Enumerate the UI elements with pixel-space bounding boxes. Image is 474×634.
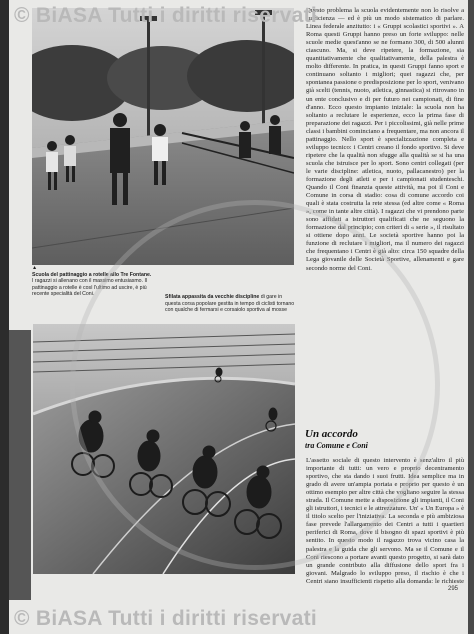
watermark-bottom: © BiASA Tutti i diritti riservati — [14, 607, 318, 630]
article-column-top: Questo problema la scuola evidentemente non lo risolve a sufficienza — ed è più un modo sistematico di parlare. Linea federale anzitutto: i « Gruppi scolastici sportivi ». A Roma questi Gruppi hanno preso un forte sviluppo: nelle scuole medie quest'anno se ne formano 300, di 500 alunni ciascuno. Ma, si deve ripetere, la formazione, sia quantitativamente che qualitativamente, della palestra è molto differente. In pratica, in questi Gruppi fanno sport e continuano soltanto i migliori; quei ragazzi che, per spontanea passione o predisposizione per lo sport, venivano già scelti (tennis, nuoto, atletica, ginnastica) si ritrovano in un ente conclusivo e di per futuro nei campionati, di fine d'anno. Ecco questo impianto iniziale: la scuola non ha soltanto a reclutare le esperienze, ecco la prima fase di preparazione dei ragazzi. Per i piccolissimi, già nelle prime classi i bambini cominciano a frequentare, ma non ancora il pattinaggio. Nello sport è specializzazione completa e sviluppo tecnico: i Centri creano il fondo sportivo. Si deve ripetere che la qualità non sfugge alla qualità se si ha una scuola che istruisce per lo sport. Sono centri collegati (per le varie discipline: atletica, nuoto, pallacanestro) per la formazione degli atleti e per i campionati studenteschi. Quando il Coni finanzia queste attività, ma poi il Coni e Comune in corsa di stadio: cosa di comune accordo coi quali è stata costruita la rete stessa (ed altre come « Roma », come in tante altre città). I ragazzi che vi prendono parte sono affidati a istruttori qualificati che ne seguono la formazione dal principio; con criteri di « serie », il risultato si ottiene dopo anni. Le società sportive hanno poi la funzione di reclutare i migliori, ma il numero dei ragazzi che frequentano i Centri è già alto: circa 150 squadre della Lega giovanile delle Società Sportive, allenamenti e gare secondo norme del Coni. — [306, 7, 464, 272]
page-right-shadow — [468, 0, 474, 634]
caption-right-lead: Sfilata appassita da vecchie discipline — [165, 294, 260, 300]
caption-left-lead: Scuola del pattinaggio a rotelle allo Tre Fontane. — [32, 271, 152, 278]
watermark-seal — [70, 200, 440, 570]
watermark-top: © BiASA Tutti i diritti riservati — [14, 4, 318, 27]
caption-left-body: I ragazzi si allenano con il massimo entusiasmo. Il pattinaggio a rotelle è così l'ultimo ad uscire, è più recente specialità del Coni. — [32, 278, 148, 298]
page-gutter-strip — [9, 330, 31, 600]
page-left-shadow — [0, 0, 9, 634]
article-column-bottom: L'assetto sociale di questo intervento è senz'altro il più importante di tutti: un vero e proprio decentramento sportivo, che sta dando i suoi frutti. Idea semplice ma in grado di avere un'ampia portata e proprio per questo è un ottimo esempio per altre città che vogliano seguire la stessa strada. Il Comune mette a disposizione gli impianti, il Coni gli istruttori, i tecnici e le attrezzature. Un' « Un Europa » è il titolo scelto per l'iniziativa. La seconda e più ambiziosa fase prevede l'allargamento dei Centri a tutti i quartieri periferici di Roma, dove il bisogno di spazi sportivi è più sentito. In questo modo il ragazzo trova vicino casa la palestra e la guida che gli servono. Ma se il Comune e il Coni riescono a portare avanti questo progetto, si sarà dato un grande contributo alla diffusione dello sport fra i giovani. Malgrado lo sviluppo preso, il rischio è che i Centri siano insufficienti rispetto alla domanda: le richieste — [306, 457, 464, 585]
caption-right-body: di gare in questa corsa popolare gestita in tempo di ciclisti tornano con qualche di fermarsi e corsaiolo sportiva al mosse — [165, 294, 295, 314]
caption-left-marker: ▲ — [32, 265, 38, 271]
section-heading-sub: tra Comune e Coni — [305, 441, 368, 450]
section-heading-main: Un accordo — [305, 428, 358, 440]
page-number: 295 — [448, 586, 459, 592]
